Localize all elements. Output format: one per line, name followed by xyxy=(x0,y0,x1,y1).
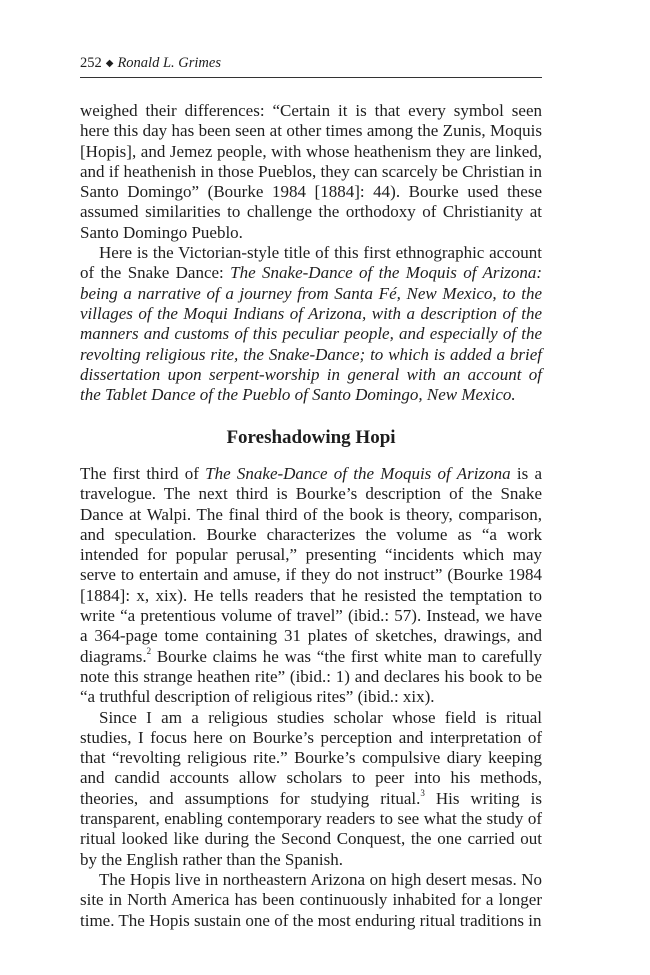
paragraph-hopis: The Hopis live in northeastern Arizona on high desert mesas. No site in North America has been continuously inhabited for a longer time. The Hopis sustain one of the most enduring ritual traditions in xyxy=(80,869,542,930)
text-run: His writing is transparent, enabling contemporary readers to see what the study of ritual looked like during the Second Conquest, the one carried out by the English rather than the Spanish. xyxy=(80,788,542,869)
diamond-separator-icon: ◆ xyxy=(105,58,114,69)
page-number: 252 xyxy=(80,55,102,71)
text-block-top xyxy=(80,101,542,405)
section-heading: Foreshadowing Hopi xyxy=(226,427,396,448)
text-block-bottom xyxy=(80,464,542,931)
footnote-marker: 3 xyxy=(420,788,425,799)
paragraph-ritual-studies xyxy=(80,708,542,870)
text-run: is a travelogue. The next third is Bourke’s description of the Snake Dance at Walpi. The final third of the book is theory, comparison, and speculation. Bourke characterizes the volume as “a work intended for popular perusal,” presenting “incidents which may serve to entertain and amuse, if they do not instruct” (Bourke 1984 [1884]: x, xix). He tells readers that he resisted the temptation to write “a pretentious volume of travel” (ibid.: 57). Instead, we have a 364-page tome containing 31 plates of sketches, drawings, and diagrams. xyxy=(80,464,542,666)
paragraph-continued: weighed their differences: “Certain it is that every symbol seen here this day has been seen at other times among the Zunis, Moquis [Hopis], and Jemez people, with whose heathenism they are linked, and if heathenish in those Pueblos, they can scarcely be Christian in Santo Domingo” (Bourke 1984 [1884]: 44). Bourke used these assumed similarities to challenge the orthodoxy of Christianity at Santo Domingo Pueblo. xyxy=(80,101,542,242)
book-title-italic: The Snake-Dance of the Moquis of Arizona xyxy=(205,464,511,483)
running-head xyxy=(80,54,542,78)
text-run: The first third of xyxy=(80,464,206,483)
paragraph-travelogue xyxy=(80,464,542,708)
text-run: Since I am a religious studies scholar whose field is ritual studies, I focus here on Bourke’s perception and interpretation of that “revolting religious rite.” Bourke’s compulsive diary keeping and candid accounts allow scholars to peer into his methods, theories, and assumptions for studying ritual. xyxy=(80,707,542,808)
text-run: Bourke claims he was “the first white man to carefully note this strange heathen rite” (ibid.: 1) and declares his book to be “a truthful description of religious rites” (ibid.: xix). xyxy=(80,646,542,707)
footnote-marker: 2 xyxy=(146,646,152,657)
paragraph-title-account xyxy=(80,243,542,405)
paragraph-lead-text: Here is the Victorian-style title of this first ethnographic account of the Snake Dance: xyxy=(80,243,542,283)
running-head-author: Ronald L. Grimes xyxy=(117,55,221,71)
book-full-title: The Snake-Dance of the Moquis of Arizona: being a narrative of a journey from Santa Fé, New Mexico, to the villages of the Moqui Indians of Arizona, with a description of the manners and customs of this peculiar people, and especially of the revolting religious rite, the Snake-Dance; to which is added a brief dissertation upon serpent-worship in general with an account of the Tablet Dance of the Pueblo of Santo Domingo, New Mexico. xyxy=(80,263,542,405)
